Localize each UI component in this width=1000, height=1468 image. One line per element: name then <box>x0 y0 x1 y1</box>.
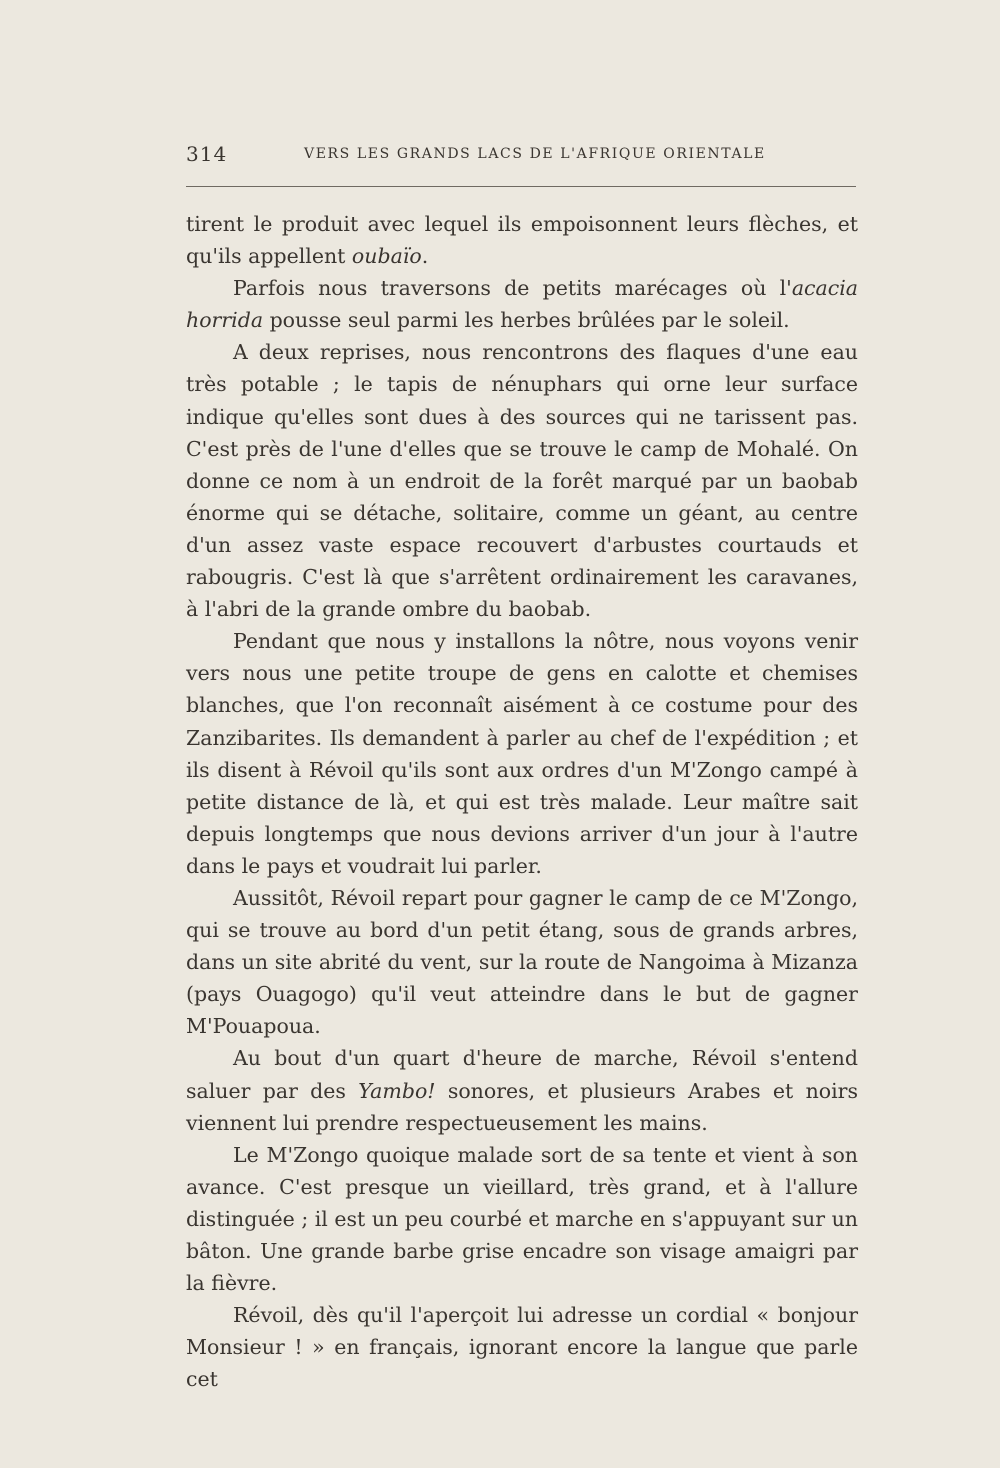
paragraph-1: tirent le produit avec lequel ils empoisonnent leurs flèches, et qu'ils appellent oubaïo. <box>186 212 858 269</box>
body-text <box>186 208 858 1395</box>
page-number: 314 <box>186 142 228 166</box>
page-header <box>186 140 856 170</box>
running-title: VERS LES GRANDS LACS DE L'AFRIQUE ORIENTALE <box>304 146 766 162</box>
paragraph-8: Révoil, dès qu'il l'aperçoit lui adresse un cordial « bonjour Monsieur ! » en français, ignorant encore la langue que parle cet <box>186 1303 858 1392</box>
paragraph-3: A deux reprises, nous rencontrons des flaques d'une eau très potable ; le tapis de nénuphars qui orne leur surface indique qu'elles sont dues à des sources qui ne tarissent pas. C'est près de l'une d'elles que se trouve le camp de Mohalé. On donne ce nom à un endroit de la forêt marqué par un baobab énorme qui se détache, solitaire, comme un géant, au centre d'un assez vaste espace recouvert d'arbustes courtauds et rabougris. C'est là que s'arrêtent ordinairement les caravanes, à l'abri de la grande ombre du baobab. <box>186 340 858 622</box>
paragraph-6: Au bout d'un quart d'heure de marche, Révoil s'entend saluer par des Yambo! sonores, et plusieurs Arabes et noirs viennent lui prendre respectueusement les mains. <box>186 1046 858 1135</box>
italic-term-yambo: Yambo! <box>358 1078 436 1103</box>
paragraph-5: Aussitôt, Révoil repart pour gagner le camp de ce M'Zongo, qui se trouve au bord d'un petit étang, sous de grands arbres, dans un site abrité du vent, sur la route de Nangoima à Mizanza (pays Ouagogo) qu'il veut atteindre dans le but de gagner M'Pouapoua. <box>186 885 858 1039</box>
header-rule <box>186 186 856 187</box>
paragraph-7: Le M'Zongo quoique malade sort de sa tente et vient à son avance. C'est presque un vieillard, très grand, et à l'allure distinguée ; il est un peu courbé et marche en s'appuyant sur un bâton. Une grande barbe grise encadre son visage amaigri par la fièvre. <box>186 1142 858 1296</box>
paragraph-2: Parfois nous traversons de petits marécages où l'acacia horrida pousse seul parmi les herbes brûlées par le soleil. <box>186 276 858 333</box>
italic-term-acacia-horrida: acacia horrida <box>186 276 858 333</box>
paragraph-4: Pendant que nous y installons la nôtre, nous voyons venir vers nous une petite troupe de gens en calotte et chemises blanches, que l'on reconnaît aisément à ce costume pour des Zanzibarites. Ils demandent à parler au chef de l'expédition ; et ils disent à Révoil qu'ils sont aux ordres d'un M'Zongo campé à petite distance de là, et qui est très malade. Leur maître sait depuis longtemps que nous devions arriver d'un jour à l'autre dans le pays et voudrait lui parler. <box>186 629 858 878</box>
italic-term-oubaio: oubaïo <box>351 244 422 269</box>
